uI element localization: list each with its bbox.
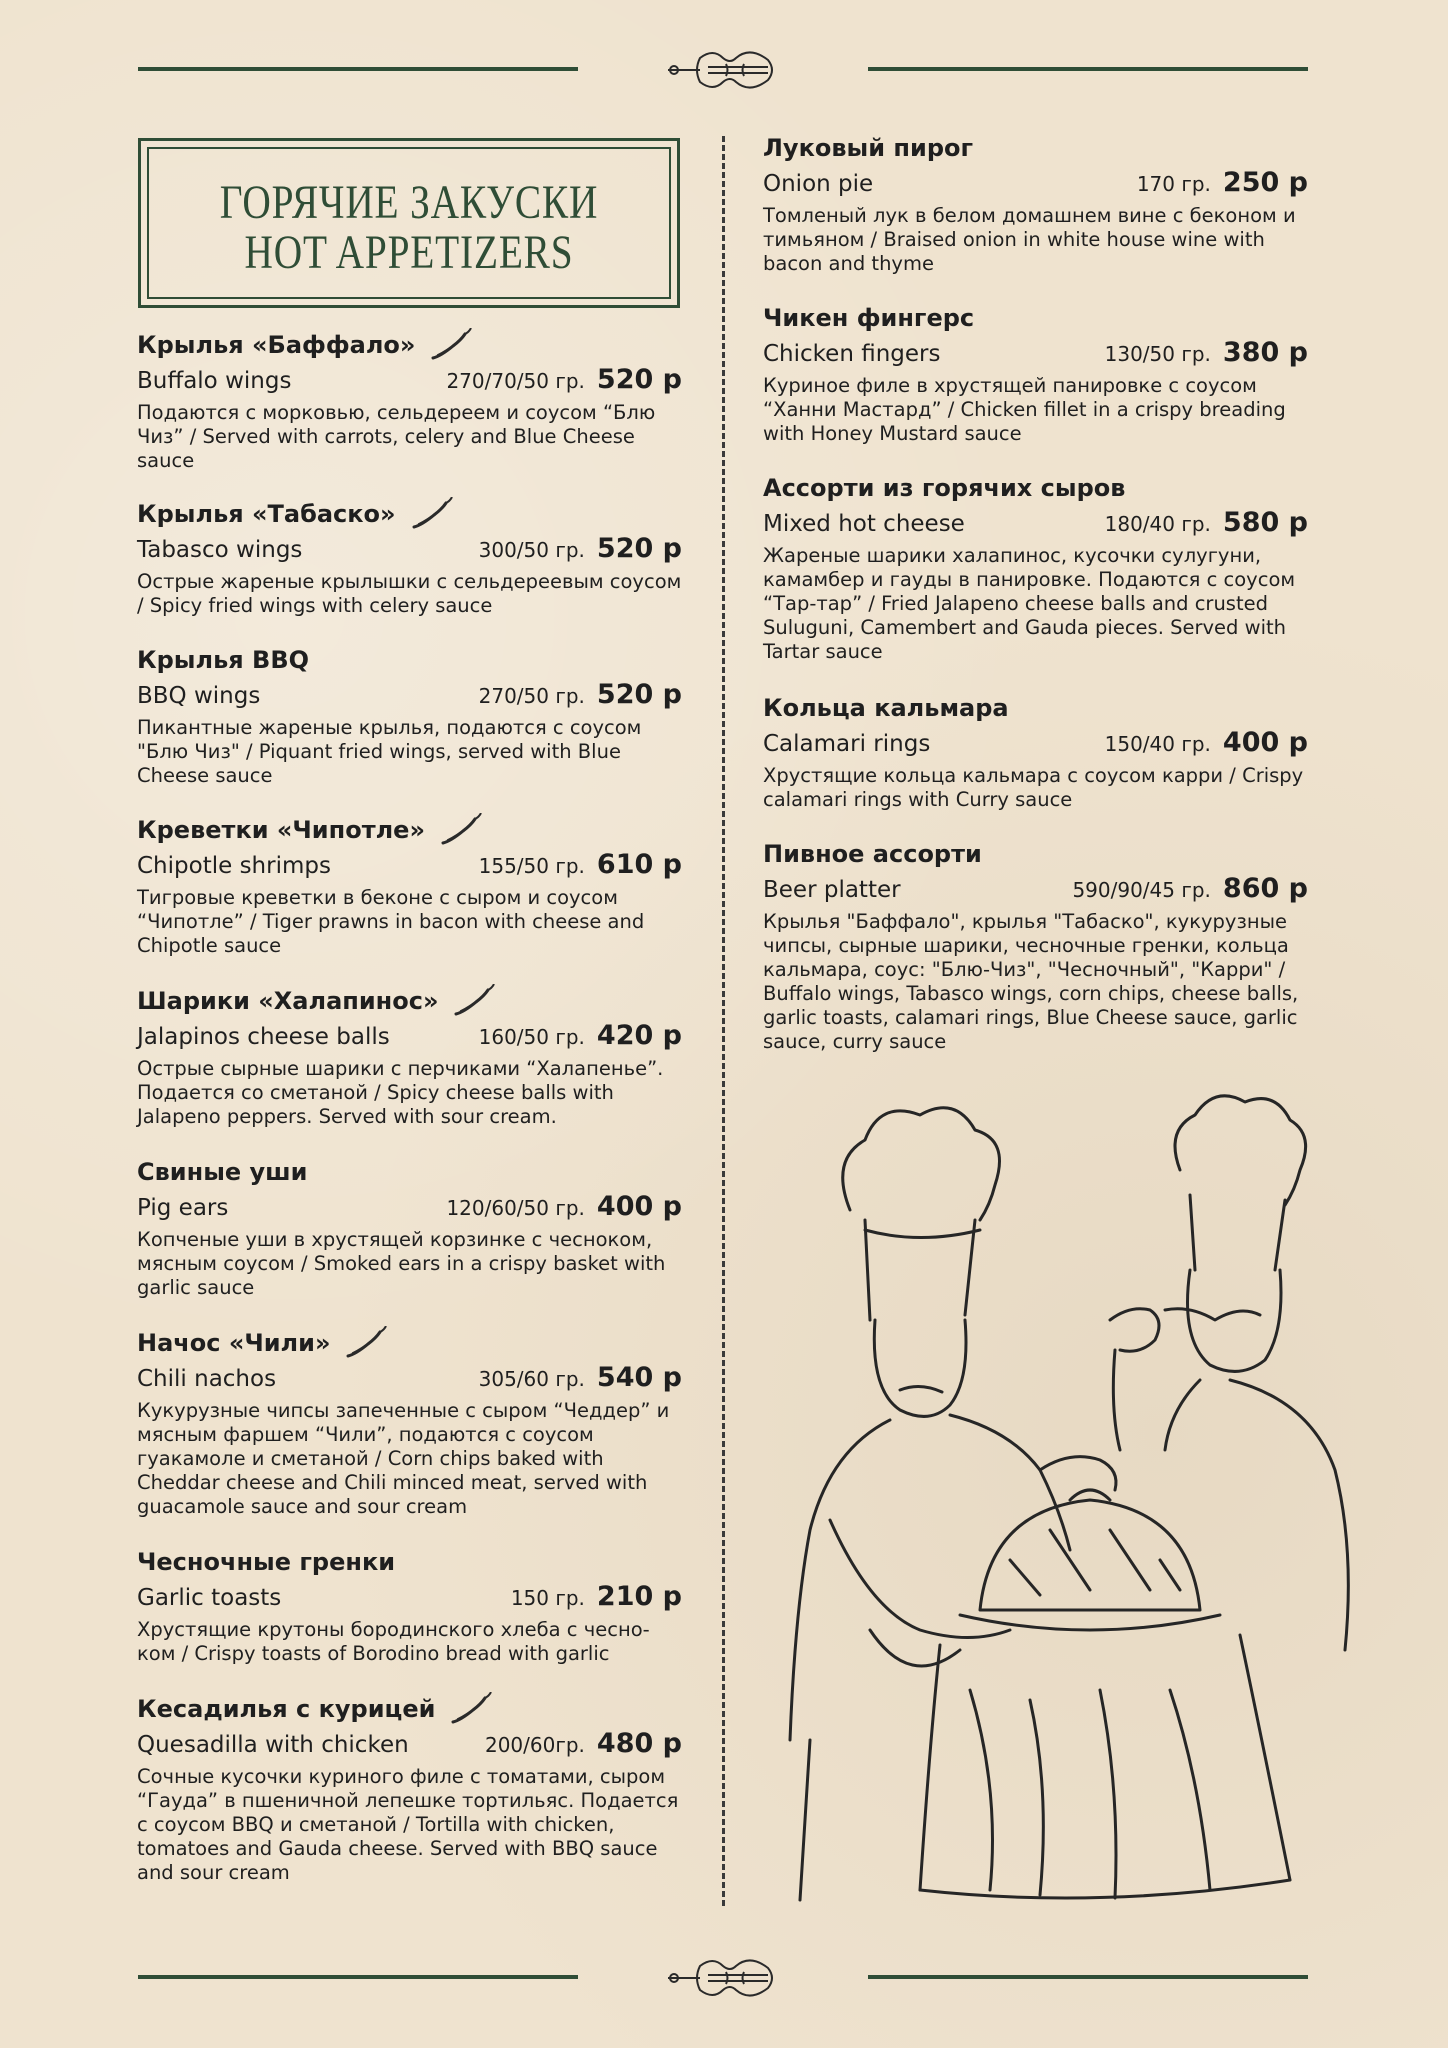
menu-item xyxy=(137,984,682,1129)
item-description: Острые жареные крылышки с сельдереевым соусом / Spicy fried wings with celery sauce xyxy=(137,570,682,617)
item-name-ru: Начос «Чили» xyxy=(137,1329,331,1357)
menu-item xyxy=(763,301,1308,446)
violin-icon xyxy=(668,40,778,100)
item-weight: 130/50 гр. xyxy=(1104,342,1211,366)
item-description: Кукурузные чипсы запеченные с сыром “Чеддер” и мясным фаршем “Чили”, подаются с соусом гуакамоле и сметаной / Corn chips baked with Cheddar cheese and Chili minced meat, served with guacamole sauce and sour cream xyxy=(137,1399,670,1518)
item-name-ru: Шарики «Халапинос» xyxy=(137,987,439,1015)
item-weight: 590/90/45 гр. xyxy=(1072,878,1211,902)
chili-pepper-icon xyxy=(450,984,498,1018)
item-weight: 270/70/50 гр. xyxy=(446,369,585,393)
item-description: Сочные кусочки куриного филе с томатами, сыром “Гауда” в пшеничной лепешке тортильяс. Подается с соусом BBQ и сметаной / Tortilla with chicken, tomatoes and Gauda cheese. Served with BBQ sauce and sour cream xyxy=(137,1765,679,1884)
item-name-ru: Ассорти из горячих сыров xyxy=(763,474,1126,502)
item-name-ru: Крылья BBQ xyxy=(137,646,310,674)
item-price: 580 р xyxy=(1222,507,1308,538)
item-weight: 155/50 гр. xyxy=(478,854,585,878)
chili-pepper-icon xyxy=(408,497,456,531)
top-rule-right xyxy=(868,67,1308,71)
item-name-en: Chipotle shrimps xyxy=(137,853,331,879)
item-weight: 120/60/50 гр. xyxy=(446,1196,585,1220)
item-weight: 170 гр. xyxy=(1136,172,1211,196)
item-name-en: Garlic toasts xyxy=(137,1585,282,1611)
item-description: Тигровые креветки в беконе с сыром и соусом “Чипотле” / Tiger prawns in bacon with cheese and Chipotle sauce xyxy=(137,886,645,957)
item-weight: 150/40 гр. xyxy=(1104,732,1211,756)
item-description: Крылья "Баффало", крылья "Табаско", кукурузные чипсы, сырные шарики, чесночные гренки, кольца кальмара, соус: "Блю-Чиз", "Чесночный", "Карри" / Buffalo wings, Tabasco wings, corn chips, cheese balls, garlic toasts, calamari rings, Blue Cheese sauce, garlic sauce, curry sauce xyxy=(763,910,1299,1053)
menu-item xyxy=(137,1692,682,1885)
item-price: 610 р xyxy=(596,849,682,880)
item-price: 520 р xyxy=(596,364,682,395)
item-price: 400 р xyxy=(1222,727,1308,758)
item-name-ru: Свиные уши xyxy=(137,1158,308,1186)
item-description: Копченые уши в хрустящей корзинке с чесноком, мясным соусом / Smoked ears in a crispy basket with garlic sauce xyxy=(137,1228,666,1299)
item-name-ru: Крылья «Табаско» xyxy=(137,500,396,528)
section-title-box xyxy=(138,138,680,308)
chili-pepper-icon xyxy=(427,328,475,362)
item-price: 210 р xyxy=(596,1581,682,1612)
item-name-en: BBQ wings xyxy=(137,683,261,709)
item-name-en: Jalapinos cheese balls xyxy=(137,1024,390,1050)
item-description: Пикантные жареные крылья, подаются с соусом "Блю Чиз" / Piquant fried wings, served with Blue Cheese sauce xyxy=(137,716,642,787)
menu-item xyxy=(137,1545,682,1666)
item-description: Хрустящие кольца кальмара с соусом карри / Crispy calamari rings with Curry sauce xyxy=(763,764,1304,811)
item-name-ru: Пивное ассорти xyxy=(763,840,982,868)
item-name-en: Pig ears xyxy=(137,1195,229,1221)
chefs-illustration xyxy=(770,1090,1370,1910)
menu-item xyxy=(137,1326,682,1519)
item-description: Жареные шарики халапинос, кусочки сулугуни, камамбер и гауды в панировке. Подаются с соусом “Тар-тар” / Fried Jalapeno cheese balls and crusted Suluguni, Camembert and Gauda pieces. Served with Tartar sauce xyxy=(763,544,1296,663)
item-name-en: Chicken fingers xyxy=(763,341,941,367)
item-name-en: Chili nachos xyxy=(137,1366,277,1392)
item-name-ru: Чесночные гренки xyxy=(137,1548,396,1576)
item-price: 520 р xyxy=(596,533,682,564)
bottom-rule-right xyxy=(868,1975,1308,1979)
menu-item xyxy=(137,813,682,958)
item-price: 420 р xyxy=(596,1020,682,1051)
item-price: 400 р xyxy=(596,1191,682,1222)
menu-item xyxy=(137,643,682,788)
item-description: Томленый лук в белом домашнем вине с беконом и тимьяном / Braised onion in white house wine with bacon and thyme xyxy=(763,204,1296,275)
item-name-ru: Кольца кальмара xyxy=(763,694,1009,722)
menu-item xyxy=(763,691,1308,812)
menu-item xyxy=(763,131,1308,276)
chili-pepper-icon xyxy=(447,1692,495,1726)
item-description: Подаются с морковью, сельдереем и соусом “Блю Чиз” / Served with carrots, celery and Blue Cheese sauce xyxy=(137,401,656,472)
chili-pepper-icon xyxy=(342,1326,390,1360)
item-weight: 180/40 гр. xyxy=(1104,512,1211,536)
item-name-en: Calamari rings xyxy=(763,731,931,757)
bottom-rule-left xyxy=(138,1975,578,1979)
item-description: Куриное филе в хрустящей панировке с соусом “Ханни Мастард” / Chicken fillet in a crispy breading with Honey Mustard sauce xyxy=(763,374,1286,445)
item-name-en: Mixed hot cheese xyxy=(763,511,965,537)
item-name-en: Quesadilla with chicken xyxy=(137,1732,409,1758)
item-weight: 270/50 гр. xyxy=(478,684,585,708)
item-price: 480 р xyxy=(596,1728,682,1759)
item-price: 520 р xyxy=(596,679,682,710)
item-weight: 300/50 гр. xyxy=(478,538,585,562)
chili-pepper-icon xyxy=(437,813,485,847)
section-title-ru: ГОРЯЧИЕ ЗАКУСКИ xyxy=(219,176,599,229)
item-name-en: Onion pie xyxy=(763,171,874,197)
item-description: Хрустящие крутоны бородинского хлеба с чесно-ком / Crispy toasts of Borodino bread with garlic xyxy=(137,1618,650,1665)
violin-icon xyxy=(668,1948,778,2008)
item-description: Острые сырные шарики с перчиками “Халапенье”. Подается со сметаной / Spicy cheese balls with Jalapeno peppers. Served with sour cream. xyxy=(137,1057,664,1128)
menu-item xyxy=(763,471,1308,664)
item-name-ru: Луковый пирог xyxy=(763,134,974,162)
menu-item xyxy=(763,837,1308,1054)
menu-item xyxy=(137,497,682,618)
menu-item xyxy=(137,328,682,473)
item-weight: 150 гр. xyxy=(510,1586,585,1610)
column-divider xyxy=(722,136,725,1906)
item-name-ru: Крылья «Баффало» xyxy=(137,331,416,359)
item-name-ru: Креветки «Чипотле» xyxy=(137,816,425,844)
top-rule-left xyxy=(138,67,578,71)
item-weight: 160/50 гр. xyxy=(478,1025,585,1049)
item-name-en: Buffalo wings xyxy=(137,368,292,394)
item-weight: 305/60 гр. xyxy=(478,1367,585,1391)
item-price: 540 р xyxy=(596,1362,682,1393)
item-name-ru: Кесадилья с курицей xyxy=(137,1695,436,1723)
item-name-ru: Чикен фингерс xyxy=(763,304,975,332)
item-price: 250 р xyxy=(1222,167,1308,198)
item-price: 860 р xyxy=(1222,873,1308,904)
item-name-en: Beer platter xyxy=(763,877,901,903)
section-title-en: HOT APPETIZERS xyxy=(244,226,574,279)
item-price: 380 р xyxy=(1222,337,1308,368)
menu-item xyxy=(137,1155,682,1300)
item-weight: 200/60гр. xyxy=(484,1733,585,1757)
item-name-en: Tabasco wings xyxy=(137,537,303,563)
